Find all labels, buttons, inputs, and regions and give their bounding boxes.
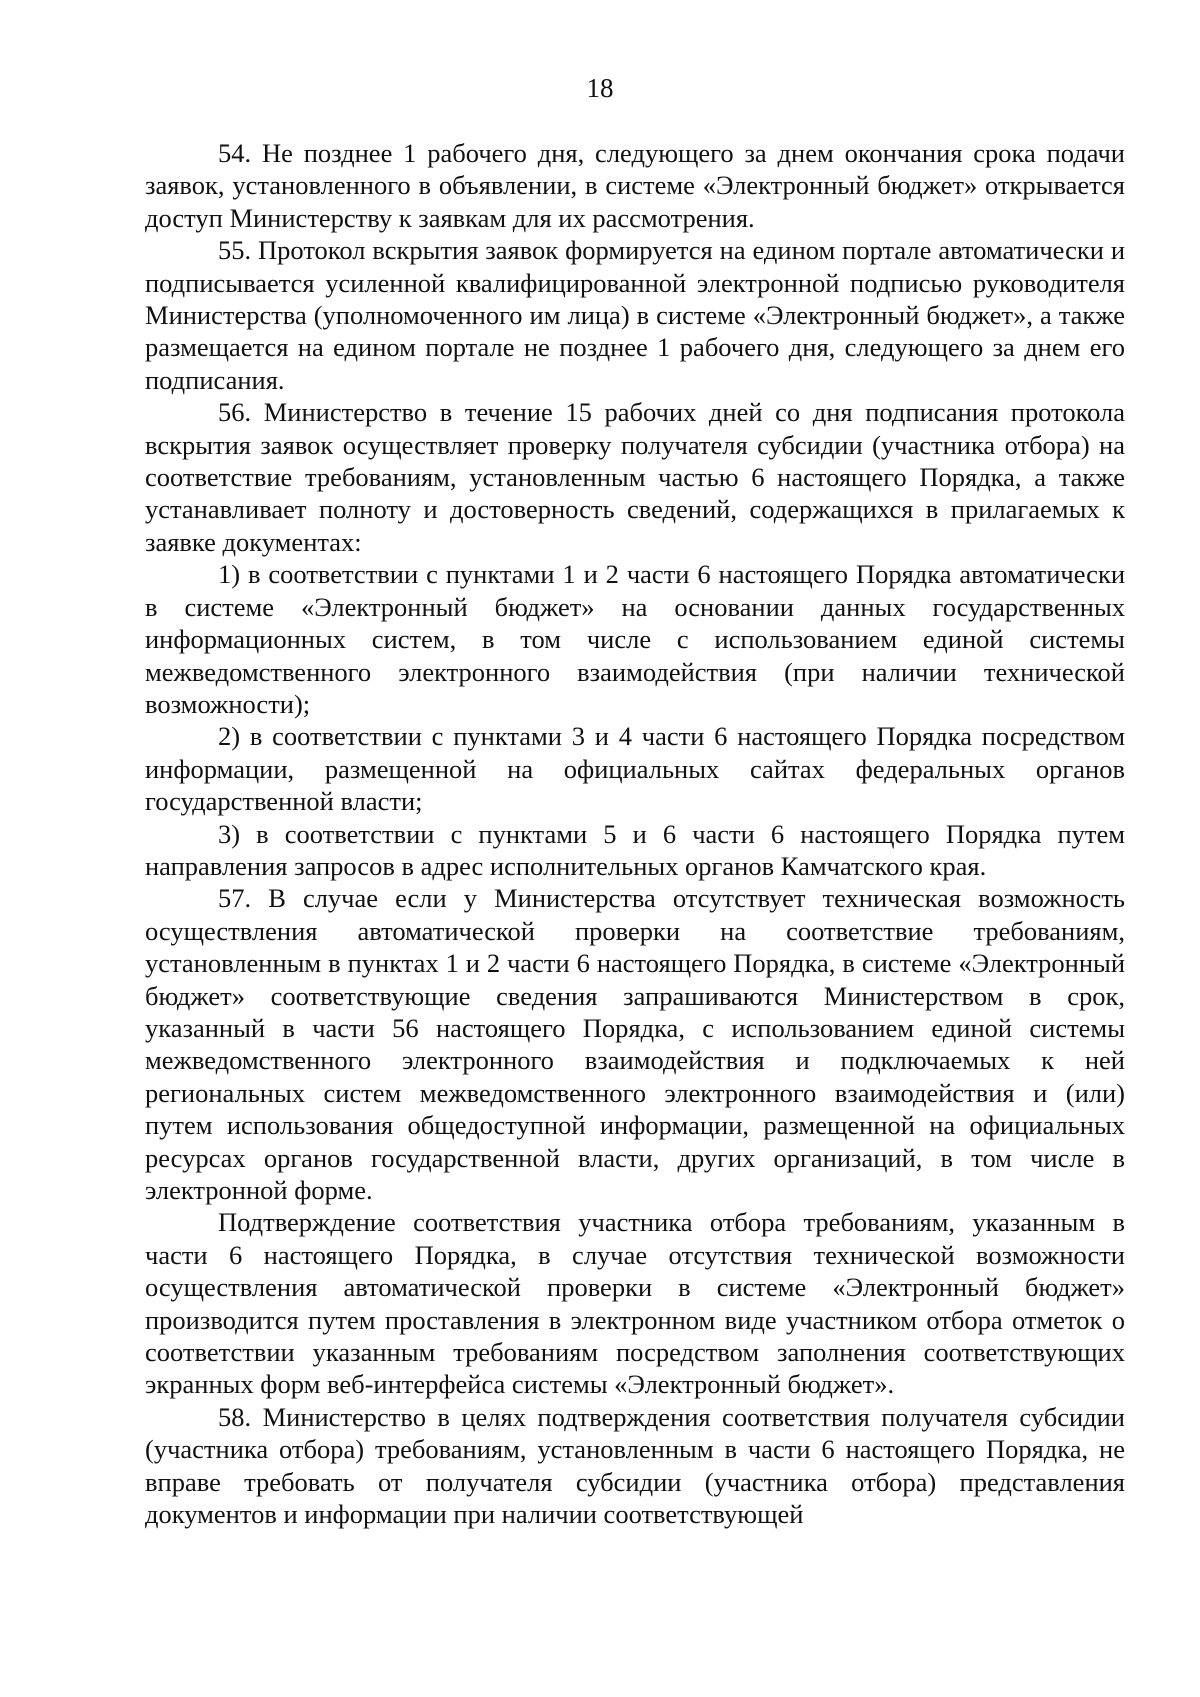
paragraph-56-item-3: 3) в соответствии с пунктами 5 и 6 части 6 настоящего Порядка путем направления запросов в адрес исполнительных органов Камчатского края. — [145, 818, 1125, 881]
paragraph-57-continuation: Подтверждение соответствия участника отбора требованиям, указанным в части 6 настоящего Порядка, в случае отсутствия технической возможности осуществления автоматической проверки в системе «Электронный бюджет» производится путем проставления в электронном виде участником отбора отметок о соответствии указанным требованиям посредством заполнения соответствующих экранных форм веб-интерфейса системы «Электронный бюджет». — [145, 1207, 1125, 1400]
paragraph-56: 56. Министерство в течение 15 рабочих дней со дня подписания протокола вскрытия заявок осуществляет проверку получателя субсидии (участника отбора) на соответствие требованиям, установленным частью 6 настоящего Порядка, а также устанавливает полноту и достоверность сведений, содержащихся в прилагаемых к заявке документах: — [145, 397, 1125, 557]
page-number: 18 — [586, 73, 614, 103]
paragraph-57: 57. В случае если у Министерства отсутствует техническая возможность осуществления автоматической проверки на соответствие требованиям, установленным в пунктах 1 и 2 части 6 настоящего Порядка, в системе «Электронный бюджет» соответствующие сведения запрашиваются Министерством в срок, указанный в части 56 настоящего Порядка, с использованием единой системы межведомственного электронного взаимодействия и подключаемых к ней региональных систем межведомственного электронного взаимодействия и (или) путем использования общедоступной информации, размещенной на официальных ресурсах органов государственной власти, других организаций, в том числе в электронной форме. — [145, 883, 1125, 1205]
paragraph-58: 58. Министерство в целях подтверждения соответствия получателя субсидии (участника отбора) требованиям, установленным в части 6 настоящего Порядка, не вправе требовать от получателя субсидии (участника отбора) представления документов и информации при наличии соответствующей — [145, 1401, 1125, 1530]
paragraph-55: 55. Протокол вскрытия заявок формируется на едином портале автоматически и подписывается усиленной квалифицированной электронной подписью руководителя Министерства (уполномоченного им лица) в системе «Электронный бюджет», а также размещается на едином портале не позднее 1 рабочего дня, следующего за днем его подписания. — [145, 235, 1125, 395]
paragraph-56-item-1: 1) в соответствии с пунктами 1 и 2 части 6 настоящего Порядка автоматически в системе «Электронный бюджет» на основании данных государственных информационных систем, в том числе с использованием единой системы межведомственного электронного взаимодействия (при наличии технической возможности); — [145, 559, 1125, 719]
document-body — [145, 137, 1125, 1530]
paragraph-56-item-2: 2) в соответствии с пунктами 3 и 4 части 6 настоящего Порядка посредством информации, размещенной на официальных сайтах федеральных органов государственной власти; — [145, 721, 1125, 817]
paragraph-54: 54. Не позднее 1 рабочего дня, следующего за днем окончания срока подачи заявок, установленного в объявлении, в системе «Электронный бюджет» открывается доступ Министерству к заявкам для их рассмотрения. — [145, 138, 1125, 233]
